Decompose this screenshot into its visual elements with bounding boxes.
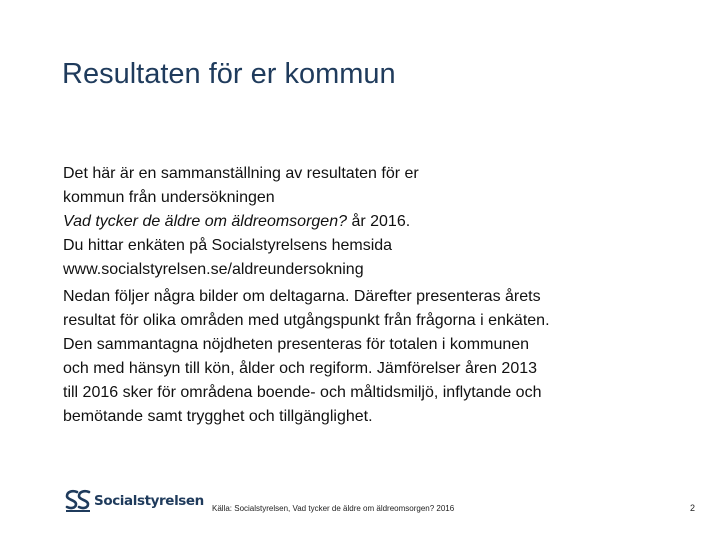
logo-text: Socialstyrelsen <box>94 493 204 509</box>
description-line-5: till 2016 sker för områdena boende- och måltidsmiljö, inflytande och <box>63 384 542 401</box>
website-url: www.socialstyrelsen.se/aldreundersokning <box>63 261 364 278</box>
intro-line-1: Det här är en sammanställning av resultaten för er <box>63 165 419 182</box>
survey-name: Vad tycker de äldre om äldreomsorgen? <box>63 213 347 230</box>
description-paragraph <box>63 285 663 429</box>
description-line-4: och med hänsyn till kön, ålder och regiform. Jämförelser åren 2013 <box>63 360 538 377</box>
description-line-6: bemötande samt trygghet och tillgänglighet. <box>63 408 373 425</box>
socialstyrelsen-logo <box>64 488 204 514</box>
page-number: 2 <box>690 503 696 513</box>
intro-paragraph <box>63 162 663 282</box>
intro-line-2: kommun från undersökningen <box>63 189 275 206</box>
description-line-2: resultat för olika områden med utgångspunkt från frågorna i enkäten. <box>63 312 550 329</box>
source-note: Källa: Socialstyrelsen, Vad tycker de äldre om äldreomsorgen? 2016 <box>212 504 455 513</box>
socialstyrelsen-emblem-icon <box>64 488 92 514</box>
description-line-3: Den sammantagna nöjdheten presenteras för totalen i kommunen <box>63 336 530 353</box>
slide-title: Resultaten för er kommun <box>62 58 396 90</box>
intro-line-3 <box>63 210 663 234</box>
description-line-1: Nedan följer några bilder om deltagarna. Därefter presenteras årets <box>63 288 541 305</box>
intro-line-4: Du hittar enkäten på Socialstyrelsens hemsida <box>63 237 393 254</box>
survey-year: år 2016. <box>347 213 411 230</box>
